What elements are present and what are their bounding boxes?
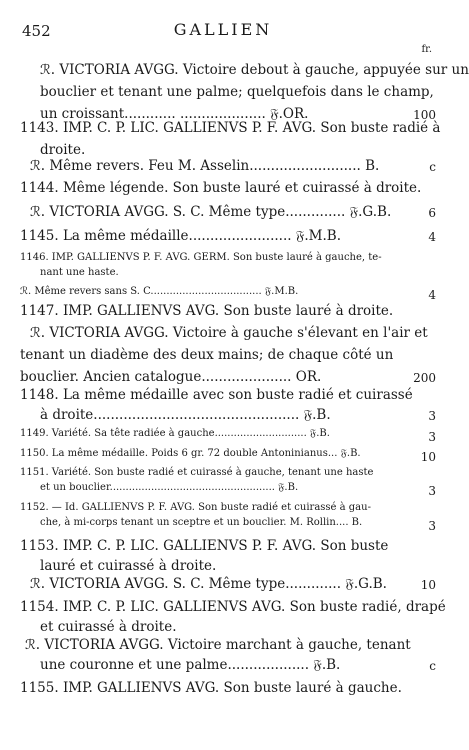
entry-line: ℛ. VICTORIA AVGG. S. C. Même type.............. 𝔉.G.B. <box>30 204 392 220</box>
entry-line: ℛ. VICTORIA AVGG. S. C. Même type............. 𝔉.G.B. <box>30 576 387 592</box>
entry-line: 1151. Variété. Son buste radié et cuirassé à gauche, tenant une haste <box>20 467 374 478</box>
entry-price: 10 <box>420 450 436 464</box>
entry-price: 4 <box>428 288 436 302</box>
entry-price: 10 <box>420 578 436 592</box>
entry-line: droite. <box>40 142 86 158</box>
entry-line: 1153. IMP. C. P. LIC. GALLIENVS P. F. AVG. Son buste <box>20 538 389 554</box>
entry-price: 3 <box>428 484 436 498</box>
entry-line: 1155. IMP. GALLIENVS AVG. Son buste lauré à gauche. <box>20 680 402 696</box>
entry-line: 1143. IMP. C. P. LIC. GALLIENVS P. F. AVG. Son buste radié à <box>20 120 441 136</box>
entry-line: et un bouclier.................................................... 𝔉.B. <box>40 482 299 493</box>
entry-price: 100 <box>413 108 436 122</box>
entry-line: 1146. IMP. GALLIENVS P. F. AVG. GERM. Son buste lauré à gauche, te- <box>20 252 382 263</box>
entry-line: lauré et cuirassé à droite. <box>40 558 217 574</box>
entry-line: 1145. La même médaille........................ 𝔉.M.B. <box>20 228 341 244</box>
entry-line: une couronne et une palme................... 𝔉.B. <box>40 657 341 673</box>
entry-line: bouclier. Ancien catalogue..................... OR. <box>20 369 322 385</box>
entry-line: bouclier et tenant une palme; quelquefois dans le champ, <box>40 84 434 100</box>
entry-line: 1150. La même médaille. Poids 6 gr. 72 double Antoninianus... 𝔉.B. <box>20 448 361 459</box>
entry-line: che, à mi-corps tenant un sceptre et un bouclier. M. Rollin.... B. <box>40 517 363 528</box>
entry-price: 6 <box>428 206 436 220</box>
entry-line: 1144. Même légende. Son buste lauré et cuirassé à droite. <box>20 180 422 196</box>
entry-price: c <box>429 659 436 673</box>
entry-line: un croissant............ .................... 𝔉.OR. <box>40 106 309 122</box>
entry-line: à droite................................................ 𝔉.B. <box>40 407 331 423</box>
page-number: 452 <box>22 22 51 40</box>
entry-line: 1148. La même médaille avec son buste radié et cuirassé <box>20 387 413 403</box>
entry-line: ℛ. Même revers. Feu M. Asselin.......................... B. <box>30 158 380 174</box>
entry-price: 3 <box>428 519 436 533</box>
entry-price: 3 <box>428 409 436 423</box>
entry-price: 4 <box>428 230 436 244</box>
entry-line: ℛ. VICTORIA AVGG. Victoire à gauche s'élevant en l'air et <box>30 325 428 341</box>
entry-price: 200 <box>413 371 436 385</box>
entry-line: ℛ. VICTORIA AVGG. Victoire marchant à gauche, tenant <box>25 637 411 653</box>
entry-line: ℛ. Même revers sans S. C................................... 𝔉.M.B. <box>20 286 299 297</box>
entry-price: 3 <box>428 430 436 444</box>
entry-line: 1154. IMP. C. P. LIC. GALLIENVS AVG. Son buste radié, drapé <box>20 599 446 615</box>
entry-price: c <box>429 160 436 174</box>
page-header <box>0 20 446 55</box>
entry-line: ℛ. VICTORIA AVGG. Victoire debout à gauche, appuyée sur un <box>40 62 469 78</box>
entry-line: 1147. IMP. GALLIENVS AVG. Son buste lauré à droite. <box>20 303 394 319</box>
running-title: GALLIEN <box>173 20 273 39</box>
entry-line: tenant un diadème des deux mains; de chaque côté un <box>20 347 394 363</box>
entry-line: nant une haste. <box>40 267 119 278</box>
entry-line: 1149. Variété. Sa tête radiée à gauche............................. 𝔉.B. <box>20 428 330 439</box>
entry-line: 1152. — Id. GALLIENVS P. F. AVG. Son buste radié et cuirassé à gau- <box>20 502 371 513</box>
entry-line: et cuirassé à droite. <box>40 619 177 635</box>
price-column-head: fr. <box>421 44 432 55</box>
